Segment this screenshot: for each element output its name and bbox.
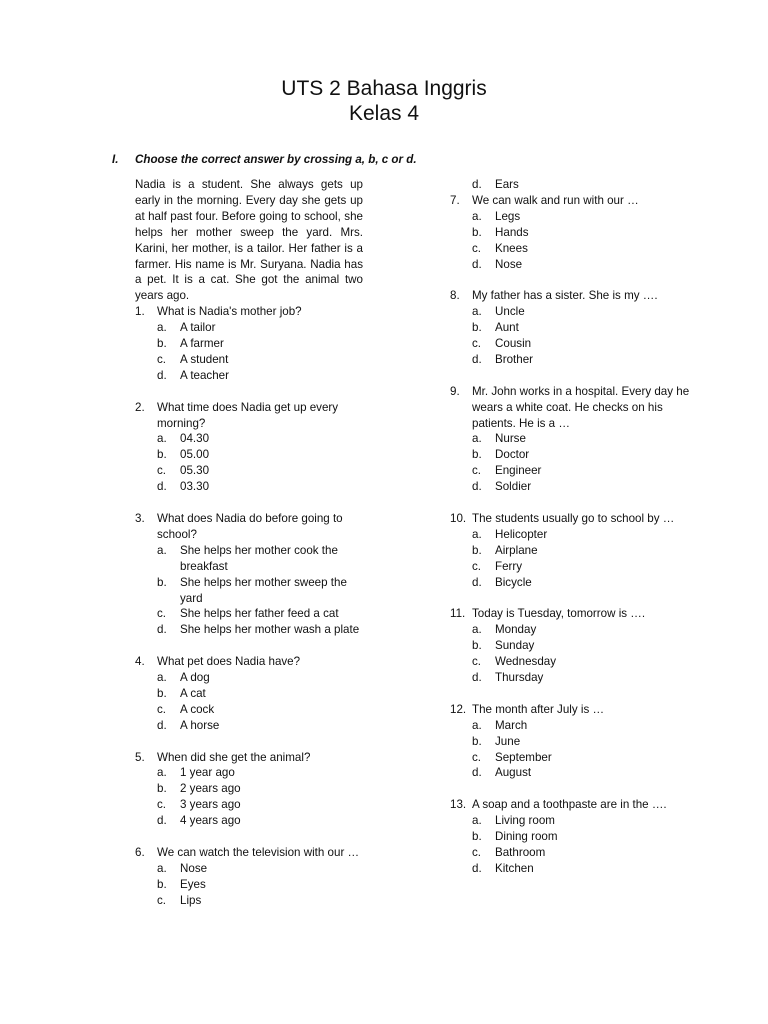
option-letter: b. <box>472 734 482 748</box>
option-letter: d. <box>157 814 167 828</box>
option-text: Airplane <box>495 543 538 557</box>
question-row <box>450 606 690 622</box>
document-title: UTS 2 Bahasa Inggris <box>281 77 487 100</box>
answer-option <box>450 734 690 750</box>
answer-option <box>450 177 690 193</box>
option-letter: a. <box>157 432 167 446</box>
option-text: Brother <box>495 352 534 366</box>
option-text: September <box>495 750 552 764</box>
answer-option <box>135 893 363 909</box>
option-letter: a. <box>472 814 482 828</box>
answer-option <box>450 845 690 861</box>
option-letter: c. <box>157 798 167 812</box>
question-item <box>450 384 690 495</box>
option-letter: c. <box>157 607 167 621</box>
option-text: Hands <box>495 225 529 239</box>
question-row <box>450 797 690 813</box>
question-number: 8. <box>450 289 460 303</box>
question-number: 11. <box>450 607 466 621</box>
option-letter: a. <box>157 321 167 335</box>
option-text: 05.30 <box>180 464 210 478</box>
option-text: Bathroom <box>495 845 546 859</box>
question-number: 3. <box>135 512 145 525</box>
answer-option <box>135 368 363 384</box>
option-text: Ferry <box>495 559 523 573</box>
option-letter: d. <box>472 861 482 875</box>
question-text: Today is Tuesday, tomorrow is …. <box>472 607 646 621</box>
question-item <box>135 400 363 495</box>
left-column <box>135 177 363 909</box>
answer-option <box>135 606 363 622</box>
option-text: Doctor <box>495 448 530 462</box>
option-letter: d. <box>157 718 167 732</box>
option-text: A student <box>180 352 229 366</box>
option-text: Soldier <box>495 480 532 494</box>
question-text: We can walk and run with our … <box>472 193 639 207</box>
option-letter: b. <box>472 543 482 557</box>
option-letter: d. <box>157 368 167 382</box>
answer-option <box>450 670 690 686</box>
answer-option <box>450 527 690 543</box>
answer-option <box>450 575 690 591</box>
question-number: 4. <box>135 655 145 669</box>
answer-option <box>450 829 690 845</box>
question-row <box>135 845 363 861</box>
answer-option <box>450 352 690 368</box>
option-text: 03.30 <box>180 480 210 494</box>
answer-option <box>135 797 363 813</box>
question-item <box>135 845 363 909</box>
answer-option <box>450 622 690 638</box>
option-letter: c. <box>472 655 482 669</box>
answer-option <box>450 861 690 877</box>
answer-option <box>135 670 363 686</box>
answer-option <box>135 765 363 781</box>
question-row <box>450 384 690 432</box>
option-text: Living room <box>495 814 555 828</box>
answer-option <box>450 654 690 670</box>
option-text: A cat <box>180 686 206 700</box>
answer-option <box>135 543 363 575</box>
answer-option <box>135 702 363 718</box>
answer-option <box>450 304 690 320</box>
option-text: Monday <box>495 623 537 637</box>
option-letter: b. <box>157 337 167 351</box>
answer-option <box>135 575 363 607</box>
document-title-block <box>0 76 768 126</box>
answer-option <box>450 225 690 241</box>
question-number: 7. <box>450 193 460 207</box>
option-letter: c. <box>472 845 482 859</box>
answer-option <box>135 352 363 368</box>
answer-option <box>450 320 690 336</box>
question-text: What is Nadia's mother job? <box>157 305 302 319</box>
option-text: Helicopter <box>495 527 548 541</box>
right-question-list <box>450 193 690 877</box>
answer-option <box>135 447 363 463</box>
question-number: 1. <box>135 305 145 319</box>
option-text: August <box>495 766 532 780</box>
answer-option <box>450 765 690 781</box>
question-row <box>135 750 363 766</box>
option-letter: a. <box>472 209 482 223</box>
question-row <box>450 511 690 527</box>
option-text: Sunday <box>495 639 535 653</box>
question-row <box>450 193 690 209</box>
answer-option <box>450 813 690 829</box>
answer-option <box>135 431 363 447</box>
option-text: 2 years ago <box>180 782 241 796</box>
option-letter: b. <box>472 321 482 335</box>
option-text: Knees <box>495 241 528 255</box>
answer-option <box>450 431 690 447</box>
answer-option <box>450 463 690 479</box>
option-letter: d. <box>472 257 482 271</box>
question-6-continued <box>450 177 690 193</box>
option-letter: a. <box>472 527 482 541</box>
question-text: My father has a sister. She is my …. <box>472 289 658 303</box>
question-continuation <box>450 177 690 193</box>
question-item <box>450 797 690 877</box>
question-row <box>135 304 363 320</box>
option-text: June <box>495 734 521 748</box>
answer-option <box>135 622 363 638</box>
option-letter: d. <box>472 352 482 366</box>
option-letter: a. <box>157 543 167 557</box>
instruction-text: Choose the correct answer by crossing a, b, c or d. <box>135 153 417 166</box>
answer-option <box>450 479 690 495</box>
option-text: 05.00 <box>180 448 210 462</box>
question-item <box>450 193 690 273</box>
question-text: The month after July is … <box>472 702 605 716</box>
option-text: She helps her mother wash a plate <box>180 623 360 637</box>
option-text: Uncle <box>495 305 525 319</box>
answer-option <box>135 877 363 893</box>
option-text: Legs <box>495 209 521 223</box>
question-number: 10. <box>450 511 467 525</box>
option-letter: b. <box>472 225 482 239</box>
option-text: Engineer <box>495 464 542 478</box>
question-text: What time does Nadia get up every morning? <box>157 400 339 430</box>
question-row <box>135 511 363 543</box>
option-letter: a. <box>157 671 167 685</box>
option-letter: d. <box>472 766 482 780</box>
option-letter: a. <box>472 305 482 319</box>
option-letter: b. <box>472 639 482 653</box>
answer-option <box>450 559 690 575</box>
question-number: 6. <box>135 845 145 859</box>
option-letter: a. <box>472 623 482 637</box>
question-text: A soap and a toothpaste are in the …. <box>472 798 667 812</box>
answer-option <box>135 781 363 797</box>
option-text: A farmer <box>180 337 224 351</box>
option-letter: d. <box>472 575 482 589</box>
option-letter: b. <box>157 782 167 796</box>
question-row <box>450 702 690 718</box>
document-subtitle: Kelas 4 <box>348 102 420 125</box>
question-item <box>135 654 363 734</box>
question-text: What does Nadia do before going to school? <box>157 512 343 541</box>
question-number: 5. <box>135 750 145 764</box>
question-item <box>450 702 690 782</box>
option-text: Dining room <box>495 830 558 844</box>
option-letter: c. <box>157 352 167 366</box>
option-text: Bicycle <box>495 575 532 589</box>
option-text: She helps her mother sweep the yard <box>180 575 347 605</box>
option-letter: a. <box>157 766 167 780</box>
option-text: A cock <box>180 702 215 716</box>
option-text: A teacher <box>180 368 229 382</box>
option-text: Wednesday <box>495 655 557 669</box>
answer-option <box>135 813 363 829</box>
question-text: What pet does Nadia have? <box>157 655 301 669</box>
option-letter: b. <box>157 877 167 891</box>
question-row <box>135 400 363 432</box>
option-letter: b. <box>157 448 167 462</box>
answer-option <box>450 718 690 734</box>
option-letter: c. <box>472 750 482 764</box>
question-text: The students usually go to school by … <box>472 511 675 525</box>
option-text: 04.30 <box>180 432 210 446</box>
option-letter: b. <box>472 830 482 844</box>
option-text: She helps her mother cook the breakfast <box>180 543 338 573</box>
option-text: Nose <box>495 257 523 271</box>
option-letter: d. <box>157 623 167 637</box>
question-number: 2. <box>135 400 145 414</box>
question-item <box>135 511 363 638</box>
option-text: Kitchen <box>495 861 534 875</box>
option-letter: c. <box>472 337 482 351</box>
question-text: Mr. John works in a hospital. Every day he wears a white coat. He checks on his patients. He is a … <box>472 384 690 430</box>
option-text: Aunt <box>495 321 519 335</box>
option-text: Lips <box>180 893 202 907</box>
section-instruction <box>112 152 672 168</box>
answer-option <box>450 209 690 225</box>
option-text: 1 year ago <box>180 766 235 780</box>
option-text: 3 years ago <box>180 798 241 812</box>
option-text: Nose <box>180 861 208 875</box>
option-text: March <box>495 718 528 732</box>
question-item <box>450 606 690 686</box>
option-letter: b. <box>157 575 167 589</box>
question-text: We can watch the television with our … <box>157 845 360 859</box>
answer-option <box>135 686 363 702</box>
option-text: Nurse <box>495 432 526 446</box>
question-text: When did she get the animal? <box>157 750 311 764</box>
question-row <box>450 288 690 304</box>
option-text: A dog <box>180 671 210 685</box>
option-letter: d. <box>157 480 167 494</box>
answer-option <box>450 241 690 257</box>
question-item <box>450 288 690 368</box>
answer-option <box>135 479 363 495</box>
option-letter: c. <box>157 702 167 716</box>
reading-passage: Nadia is a student. She always gets up early in the morning. Every day she gets up at half past four. Before going to school, she helps her mother sweep the yard. Mrs. Karini, her mother, is a tailor. Her father is a farmer. His name is Mr. Suryana. Nadia has a pet. It is a cat. She got the animal two years ago. <box>135 178 363 303</box>
answer-option <box>135 718 363 734</box>
option-text: Cousin <box>495 337 532 351</box>
option-text: She helps her father feed a cat <box>180 607 339 621</box>
question-item <box>135 750 363 830</box>
option-letter: d. <box>472 671 482 685</box>
answer-option <box>135 336 363 352</box>
answer-option <box>450 336 690 352</box>
question-number: 9. <box>450 384 460 398</box>
left-question-list <box>135 304 363 908</box>
option-text: Eyes <box>180 877 206 891</box>
option-letter: c. <box>472 464 482 478</box>
question-item <box>450 511 690 591</box>
option-letter: b. <box>157 686 167 700</box>
option-text: Ears <box>495 178 519 191</box>
question-item <box>135 304 363 384</box>
section-number: I. <box>112 153 119 166</box>
option-letter: a. <box>157 861 167 875</box>
answer-option <box>135 861 363 877</box>
answer-option <box>450 257 690 273</box>
answer-option <box>450 447 690 463</box>
option-text: A horse <box>180 718 220 732</box>
option-letter: c. <box>157 893 167 907</box>
option-letter: c. <box>472 559 482 573</box>
option-letter: c. <box>472 241 482 255</box>
question-number: 12. <box>450 702 467 716</box>
answer-option <box>135 463 363 479</box>
question-number: 13. <box>450 798 467 812</box>
option-letter: a. <box>472 432 482 446</box>
answer-option <box>450 638 690 654</box>
option-text: A tailor <box>180 321 216 335</box>
option-letter: c. <box>157 464 167 478</box>
option-letter: b. <box>472 448 482 462</box>
option-letter: d. <box>472 178 482 191</box>
option-text: Thursday <box>495 671 544 685</box>
option-letter: a. <box>472 718 482 732</box>
right-column <box>450 177 690 877</box>
answer-option <box>450 543 690 559</box>
option-text: 4 years ago <box>180 814 241 828</box>
answer-option <box>135 320 363 336</box>
question-row <box>135 654 363 670</box>
option-letter: d. <box>472 480 482 494</box>
answer-option <box>450 750 690 766</box>
